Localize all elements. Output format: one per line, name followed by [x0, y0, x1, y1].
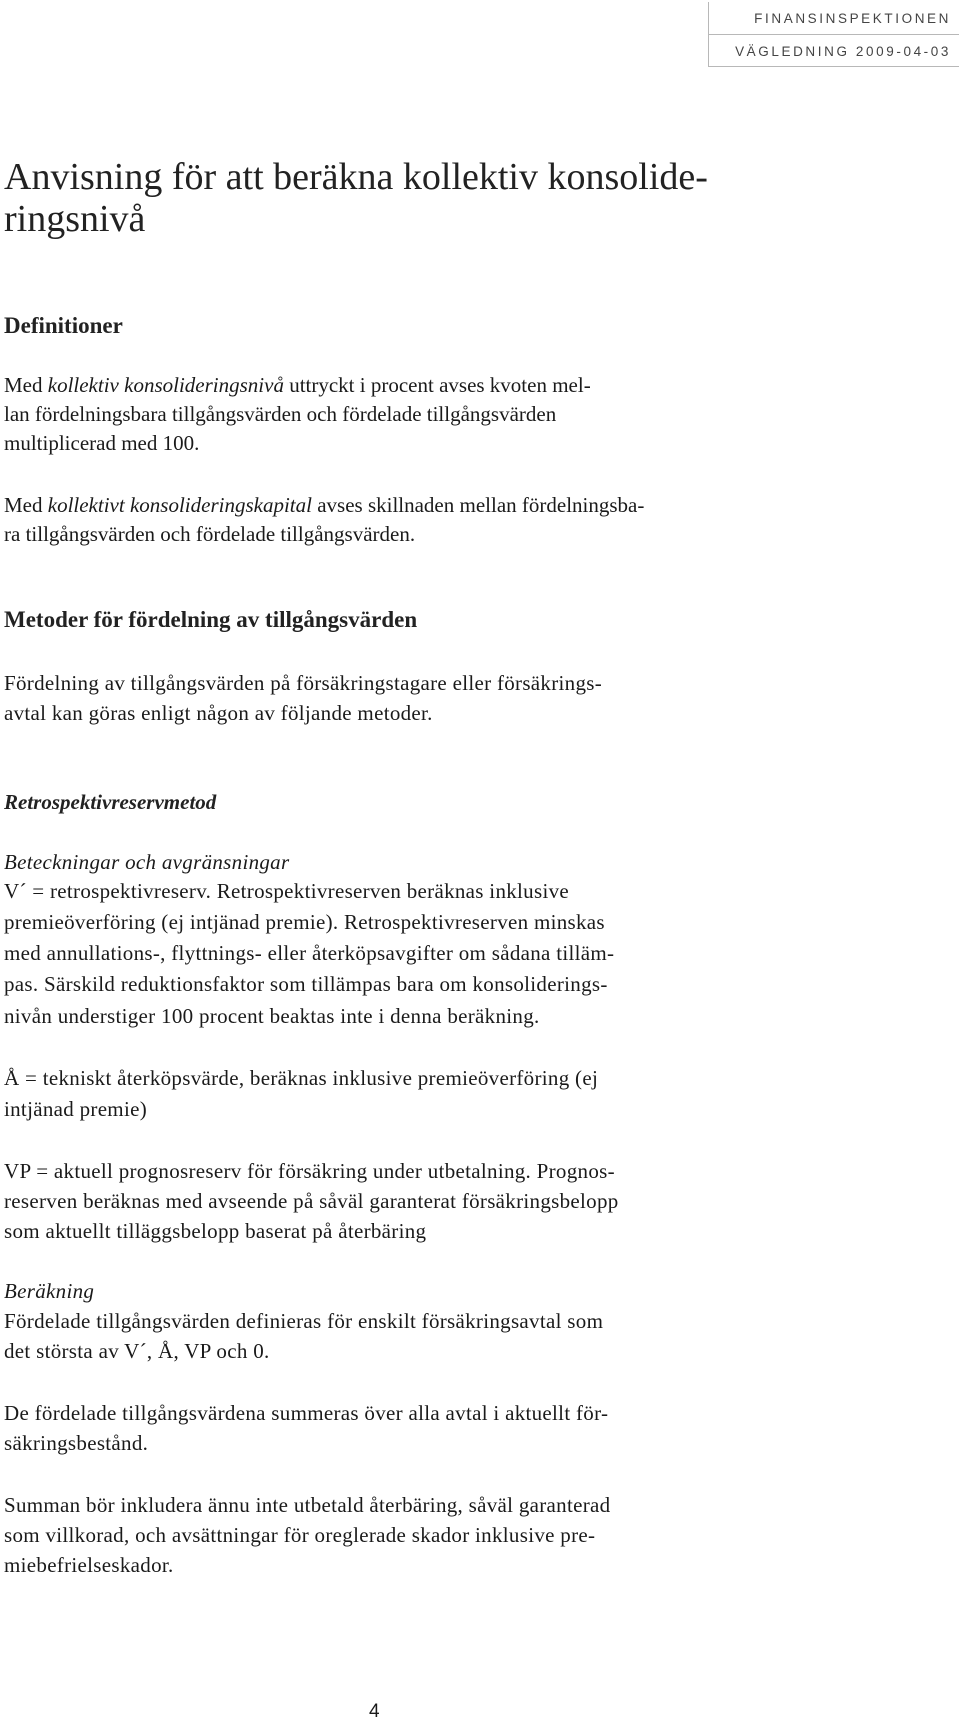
page-title-line-1: Anvisning för att beräkna kollektiv konsolide- — [4, 156, 708, 198]
document-type-date: VÄGLEDNING 2009-04-03 — [735, 44, 951, 59]
calculation-heading: Beräkning — [4, 1279, 95, 1303]
inclusion-line: miebefrielseskador. — [4, 1553, 174, 1577]
text-fragment: Med — [4, 493, 48, 517]
notation-a-line: intjänad premie) — [4, 1097, 147, 1121]
page-title-line-2: ringsnivå — [4, 198, 146, 240]
methods-intro-line-1: Fördelning av tillgångsvärden på försäkringstagare eller försäkrings- — [4, 671, 603, 695]
notation-v-line: nivån understiger 100 procent beaktas inte i denna beräkning. — [4, 1004, 540, 1028]
retro-method-heading: Retrospektivreservmetod — [4, 790, 217, 814]
inclusion-line: Summan bör inkludera ännu inte utbetald återbäring, såväl garanterad — [4, 1493, 611, 1517]
page-number: 4 — [369, 1701, 380, 1722]
notation-v-line: med annullations-, flyttnings- eller återköpsavgifter om sådana tilläm- — [4, 941, 615, 965]
organization-name: FINANSINSPEKTIONEN — [754, 11, 951, 26]
definition-1-line-2: lan fördelningsbara tillgångsvärden och fördelade tillgångsvärden — [4, 402, 557, 426]
defined-term: kollektiv konsolideringsnivå — [47, 373, 284, 397]
document-header — [708, 2, 959, 67]
notation-vp-line: reserven beräknas med avseende på såväl garanterat försäkringsbelopp — [4, 1189, 619, 1213]
methods-intro-line-2: avtal kan göras enligt någon av följande metoder. — [4, 701, 433, 725]
definition-2-line-1 — [4, 493, 644, 518]
inclusion-line: som villkorad, och avsättningar för oreglerade skador inklusive pre- — [4, 1523, 596, 1547]
definition-2-line-2: ra tillgångsvärden och fördelade tillgångsvärden. — [4, 522, 416, 546]
notation-vp-line: VP = aktuell prognosreserv för försäkring under utbetalning. Prognos- — [4, 1159, 615, 1183]
text-fragment: Med — [4, 373, 48, 397]
calculation-line: det största av V´, Å, VP och 0. — [4, 1339, 270, 1363]
summation-line: säkringsbestånd. — [4, 1431, 149, 1455]
definition-1-line-3: multiplicerad med 100. — [4, 431, 200, 455]
notation-v-line: V´ = retrospektivreserv. Retrospektivreserven beräknas inklusive — [4, 879, 570, 903]
summation-line: De fördelade tillgångsvärdena summeras över alla avtal i aktuellt för- — [4, 1401, 609, 1425]
defined-term: kollektivt konsolideringskapital — [47, 493, 312, 517]
methods-heading: Metoder för fördelning av tillgångsvärden — [4, 607, 418, 632]
notation-heading: Beteckningar och avgränsningar — [4, 850, 290, 874]
text-fragment: uttryckt i procent avses kvoten mel- — [283, 373, 591, 397]
text-fragment: avses skillnaden mellan fördelningsba- — [311, 493, 645, 517]
calculation-line: Fördelade tillgångsvärden definieras för enskilt försäkringsavtal som — [4, 1309, 604, 1333]
notation-vp-line: som aktuellt tilläggsbelopp baserat på återbäring — [4, 1219, 427, 1243]
notation-v-line: pas. Särskild reduktionsfaktor som tillämpas bara om konsoliderings- — [4, 972, 608, 996]
definitions-heading: Definitioner — [4, 313, 123, 338]
definition-1-line-1 — [4, 373, 591, 398]
notation-v-line: premieöverföring (ej intjänad premie). Retrospektivreserven minskas — [4, 910, 605, 934]
header-divider — [709, 34, 959, 35]
notation-a-line: Å = tekniskt återköpsvärde, beräknas inklusive premieöverföring (ej — [4, 1066, 599, 1090]
